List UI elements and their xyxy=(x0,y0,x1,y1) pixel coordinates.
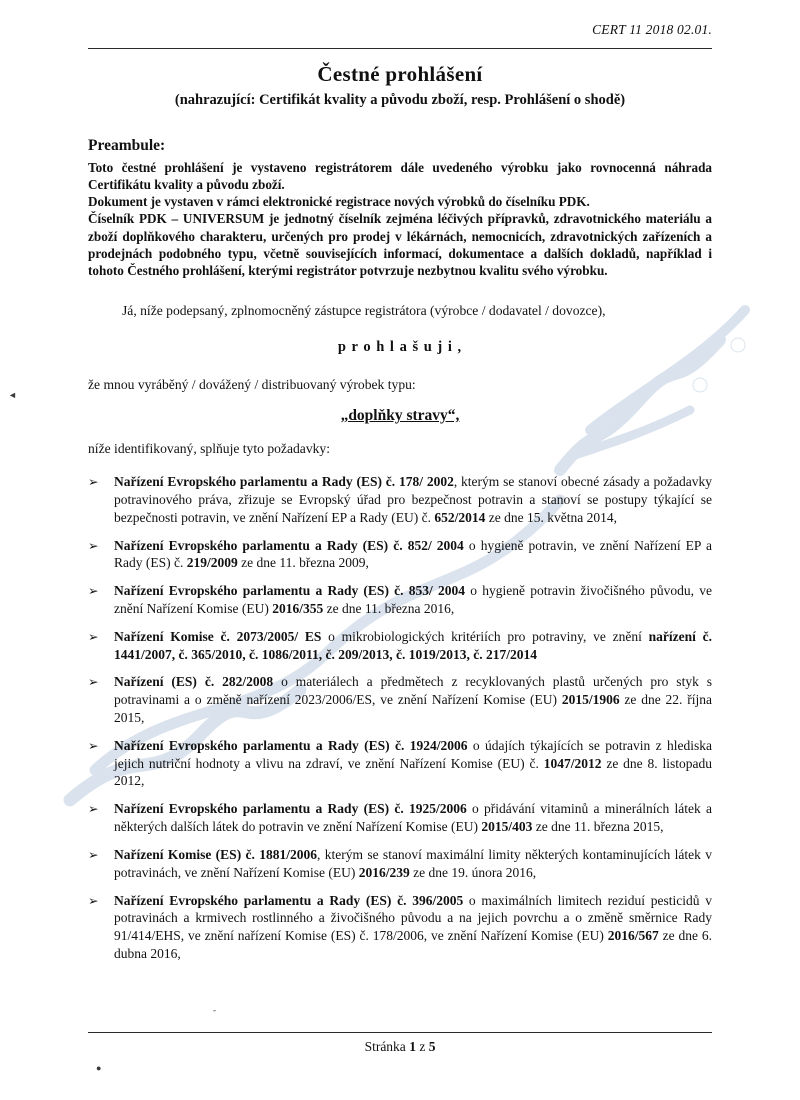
text-segment-bold: Nařízení Evropského parlamentu a Rady (ES) č. 1924/2006 xyxy=(114,737,468,753)
text-segment: ze dne 19. února 2016, xyxy=(409,864,537,880)
page-title: Čestné prohlášení xyxy=(317,62,483,86)
requirements-intro: níže identifikovaný, splňuje tyto požadavky: xyxy=(88,441,330,457)
scan-artifact: ● xyxy=(96,1063,102,1073)
preamble-line: Číselník PDK – UNIVERSUM je jednotný číselník zejména léčivých přípravků, zdravotnického materiálu a zboží doplňkového charakteru, určených pro prodej v lékárnách, nemocnicích, zdravotnických zařízeních a prodejnách podobného typu, včetně souvisejících informací, dokumentace a dalších dokladů, například i tohoto Čestného prohlášení, kterými registrátor potvrzuje nezbytnou kvalitu svého výrobku. xyxy=(88,211,712,278)
requirement-item xyxy=(88,800,712,836)
requirement-text xyxy=(114,846,712,882)
text-segment: , kterým se stanoví maximální limity některých kontaminujících látek v potravinách, ve znění Nařízení Komise (EU) xyxy=(114,846,712,880)
arrow-bullet-icon: ➢ xyxy=(88,801,99,817)
requirement-item xyxy=(88,892,712,963)
preamble-heading: Preambule: xyxy=(88,137,166,154)
text-segment-bold: 2016/355 xyxy=(272,600,324,616)
text-segment: ze dne 11. března 2009, xyxy=(237,555,369,571)
scan-artifact: ‑ xyxy=(213,1005,216,1015)
text-segment: ze dne 22. října 2015, xyxy=(114,692,712,726)
arrow-bullet-icon: ➢ xyxy=(88,674,99,690)
requirement-item xyxy=(88,582,712,618)
requirement-text xyxy=(114,673,712,726)
text-segment: o přidávání vitaminů a minerálních látek a některých dalších látek do potravin ve znění Nařízení Komise (EU) xyxy=(114,801,712,835)
text-segment-bold: nařízení č. 1441/2007, č. 365/2010, č. 1086/2011, č. 209/2013, č. 1019/2013, č. 217/2014 xyxy=(114,628,712,662)
text-segment: ze dne 15. května 2014, xyxy=(485,509,617,525)
text-segment-bold: 5 xyxy=(428,1039,436,1054)
text-segment-bold: 2015/1906 xyxy=(561,692,620,708)
text-segment-bold: 2015/403 xyxy=(481,819,533,835)
text-segment-bold: 652/2014 xyxy=(434,509,486,525)
text-segment: o materiálech a předmětech z recyklovaných plastů určených pro styk s potravinami a o změně nařízení 2023/2006/ES, ve znění Nařízení Komise (EU) xyxy=(114,674,713,708)
requirement-text xyxy=(114,892,712,963)
product-intro-line: že mnou vyráběný / dovážený / distribuovaný výrobek typu: xyxy=(88,377,416,393)
text-segment: z xyxy=(415,1039,429,1054)
requirement-item xyxy=(88,737,712,790)
text-segment-bold: Nařízení Komise (ES) č. 1881/2006 xyxy=(114,846,318,862)
requirement-text xyxy=(114,537,712,573)
text-segment-bold: Nařízení Evropského parlamentu a Rady (ES) č. 178/ 2002 xyxy=(114,474,454,490)
top-divider xyxy=(88,48,712,49)
text-segment: o údajích týkajících se potravin z hlediska jejich nutriční hodnoty a vlivu na zdraví, ve znění Nařízení Komise (EU) č. xyxy=(114,737,713,771)
text-segment-bold: Nařízení Komise č. 2073/2005/ ES xyxy=(114,628,322,644)
text-segment: ze dne 11. března 2015, xyxy=(532,819,664,835)
text-segment-bold: 1047/2012 xyxy=(543,755,602,771)
product-type: „doplňky stravy“, xyxy=(340,407,460,425)
arrow-bullet-icon: ➢ xyxy=(88,846,99,862)
page-subtitle: (nahrazující: Certifikát kvality a původu zboží, resp. Prohlášení o shodě) xyxy=(174,92,626,108)
text-segment-bold: 2016/567 xyxy=(607,928,659,944)
text-segment-bold: Nařízení (ES) č. 282/2008 xyxy=(114,674,274,690)
arrow-bullet-icon: ➢ xyxy=(88,628,99,644)
text-segment: o maximálních limitech reziduí pesticidů v potravinách a krmivech rostlinného a živočišného původu a na jejich povrchu a o změně směrnice Rady 91/414/EHS, ve znění nařízení Komise (ES) č. 178/2006, ve znění Nařízení Komise (EU) xyxy=(114,892,712,944)
requirement-item xyxy=(88,537,712,573)
scan-artifact: ◄ xyxy=(8,390,17,400)
text-segment: ze dne 6. dubna 2016, xyxy=(114,928,712,961)
arrow-bullet-icon: ➢ xyxy=(88,892,99,908)
text-segment-bold: 1 xyxy=(409,1039,416,1054)
declarant-line: Já, níže podepsaný, zplnomocněný zástupce registrátora (výrobce / dodavatel / dovozce), xyxy=(122,303,606,319)
requirement-item xyxy=(88,846,712,882)
text-segment: o mikrobiologických kritériích pro potraviny, ve znění xyxy=(321,628,649,644)
text-segment-bold: Nařízení Evropského parlamentu a Rady (ES) č. 852/ 2004 xyxy=(114,537,464,553)
preamble-line: Toto čestné prohlášení je vystaveno registrátorem dále uvedeného výrobku jako rovnocenná náhrada Certifikátu kvality a původu zboží. xyxy=(88,160,712,193)
preamble-line: Dokument je vystaven v rámci elektronické registrace nových výrobků do číselníku PDK. xyxy=(88,194,590,210)
requirements-list xyxy=(88,473,712,963)
text-segment: , kterým se stanoví obecné zásady a požadavky potravinového práva, zřizuje se Evropský úřad pro bezpečnost potravin a stanoví se postupy týkající se bezpečnosti potravin, ve znění Nařízení EP a Rady (EU) č. xyxy=(114,474,712,525)
requirement-item xyxy=(88,473,712,526)
text-segment-bold: Nařízení Evropského parlamentu a Rady (ES) č. 396/2005 xyxy=(114,892,464,908)
arrow-bullet-icon: ➢ xyxy=(88,474,99,490)
text-segment: ze dne 11. března 2016, xyxy=(323,600,455,616)
requirement-text xyxy=(114,628,712,664)
document-reference: CERT 11 2018 02.01. xyxy=(592,22,712,37)
requirement-text xyxy=(114,800,712,836)
page-number xyxy=(88,1039,712,1055)
arrow-bullet-icon: ➢ xyxy=(88,537,99,553)
text-segment-bold: 2016/239 xyxy=(358,864,410,880)
arrow-bullet-icon: ➢ xyxy=(88,737,99,753)
text-segment-bold: Nařízení Evropského parlamentu a Rady (ES) č. 1925/2006 xyxy=(114,801,467,817)
text-segment: ze dne 8. listopadu 2012, xyxy=(114,755,712,789)
arrow-bullet-icon: ➢ xyxy=(88,583,99,599)
text-segment-bold: 219/2009 xyxy=(186,555,238,571)
requirement-text xyxy=(114,582,712,618)
text-segment: o hygieně potravin živočišného původu, ve znění Nařízení Komise (EU) xyxy=(114,583,712,616)
requirement-item xyxy=(88,628,712,664)
text-segment: Stránka xyxy=(364,1039,410,1054)
page-footer xyxy=(88,1032,712,1055)
requirement-item xyxy=(88,673,712,726)
text-segment-bold: Nařízení Evropského parlamentu a Rady (ES) č. 853/ 2004 xyxy=(114,583,466,599)
text-segment: o hygieně potravin, ve znění Nařízení EP a Rady (ES) č. xyxy=(114,537,712,571)
preamble-text xyxy=(88,159,712,279)
declaration-word: p r o h l a š u j i , xyxy=(337,339,463,356)
requirement-text xyxy=(114,473,712,526)
bottom-divider xyxy=(88,1032,712,1033)
requirement-text xyxy=(114,737,712,790)
